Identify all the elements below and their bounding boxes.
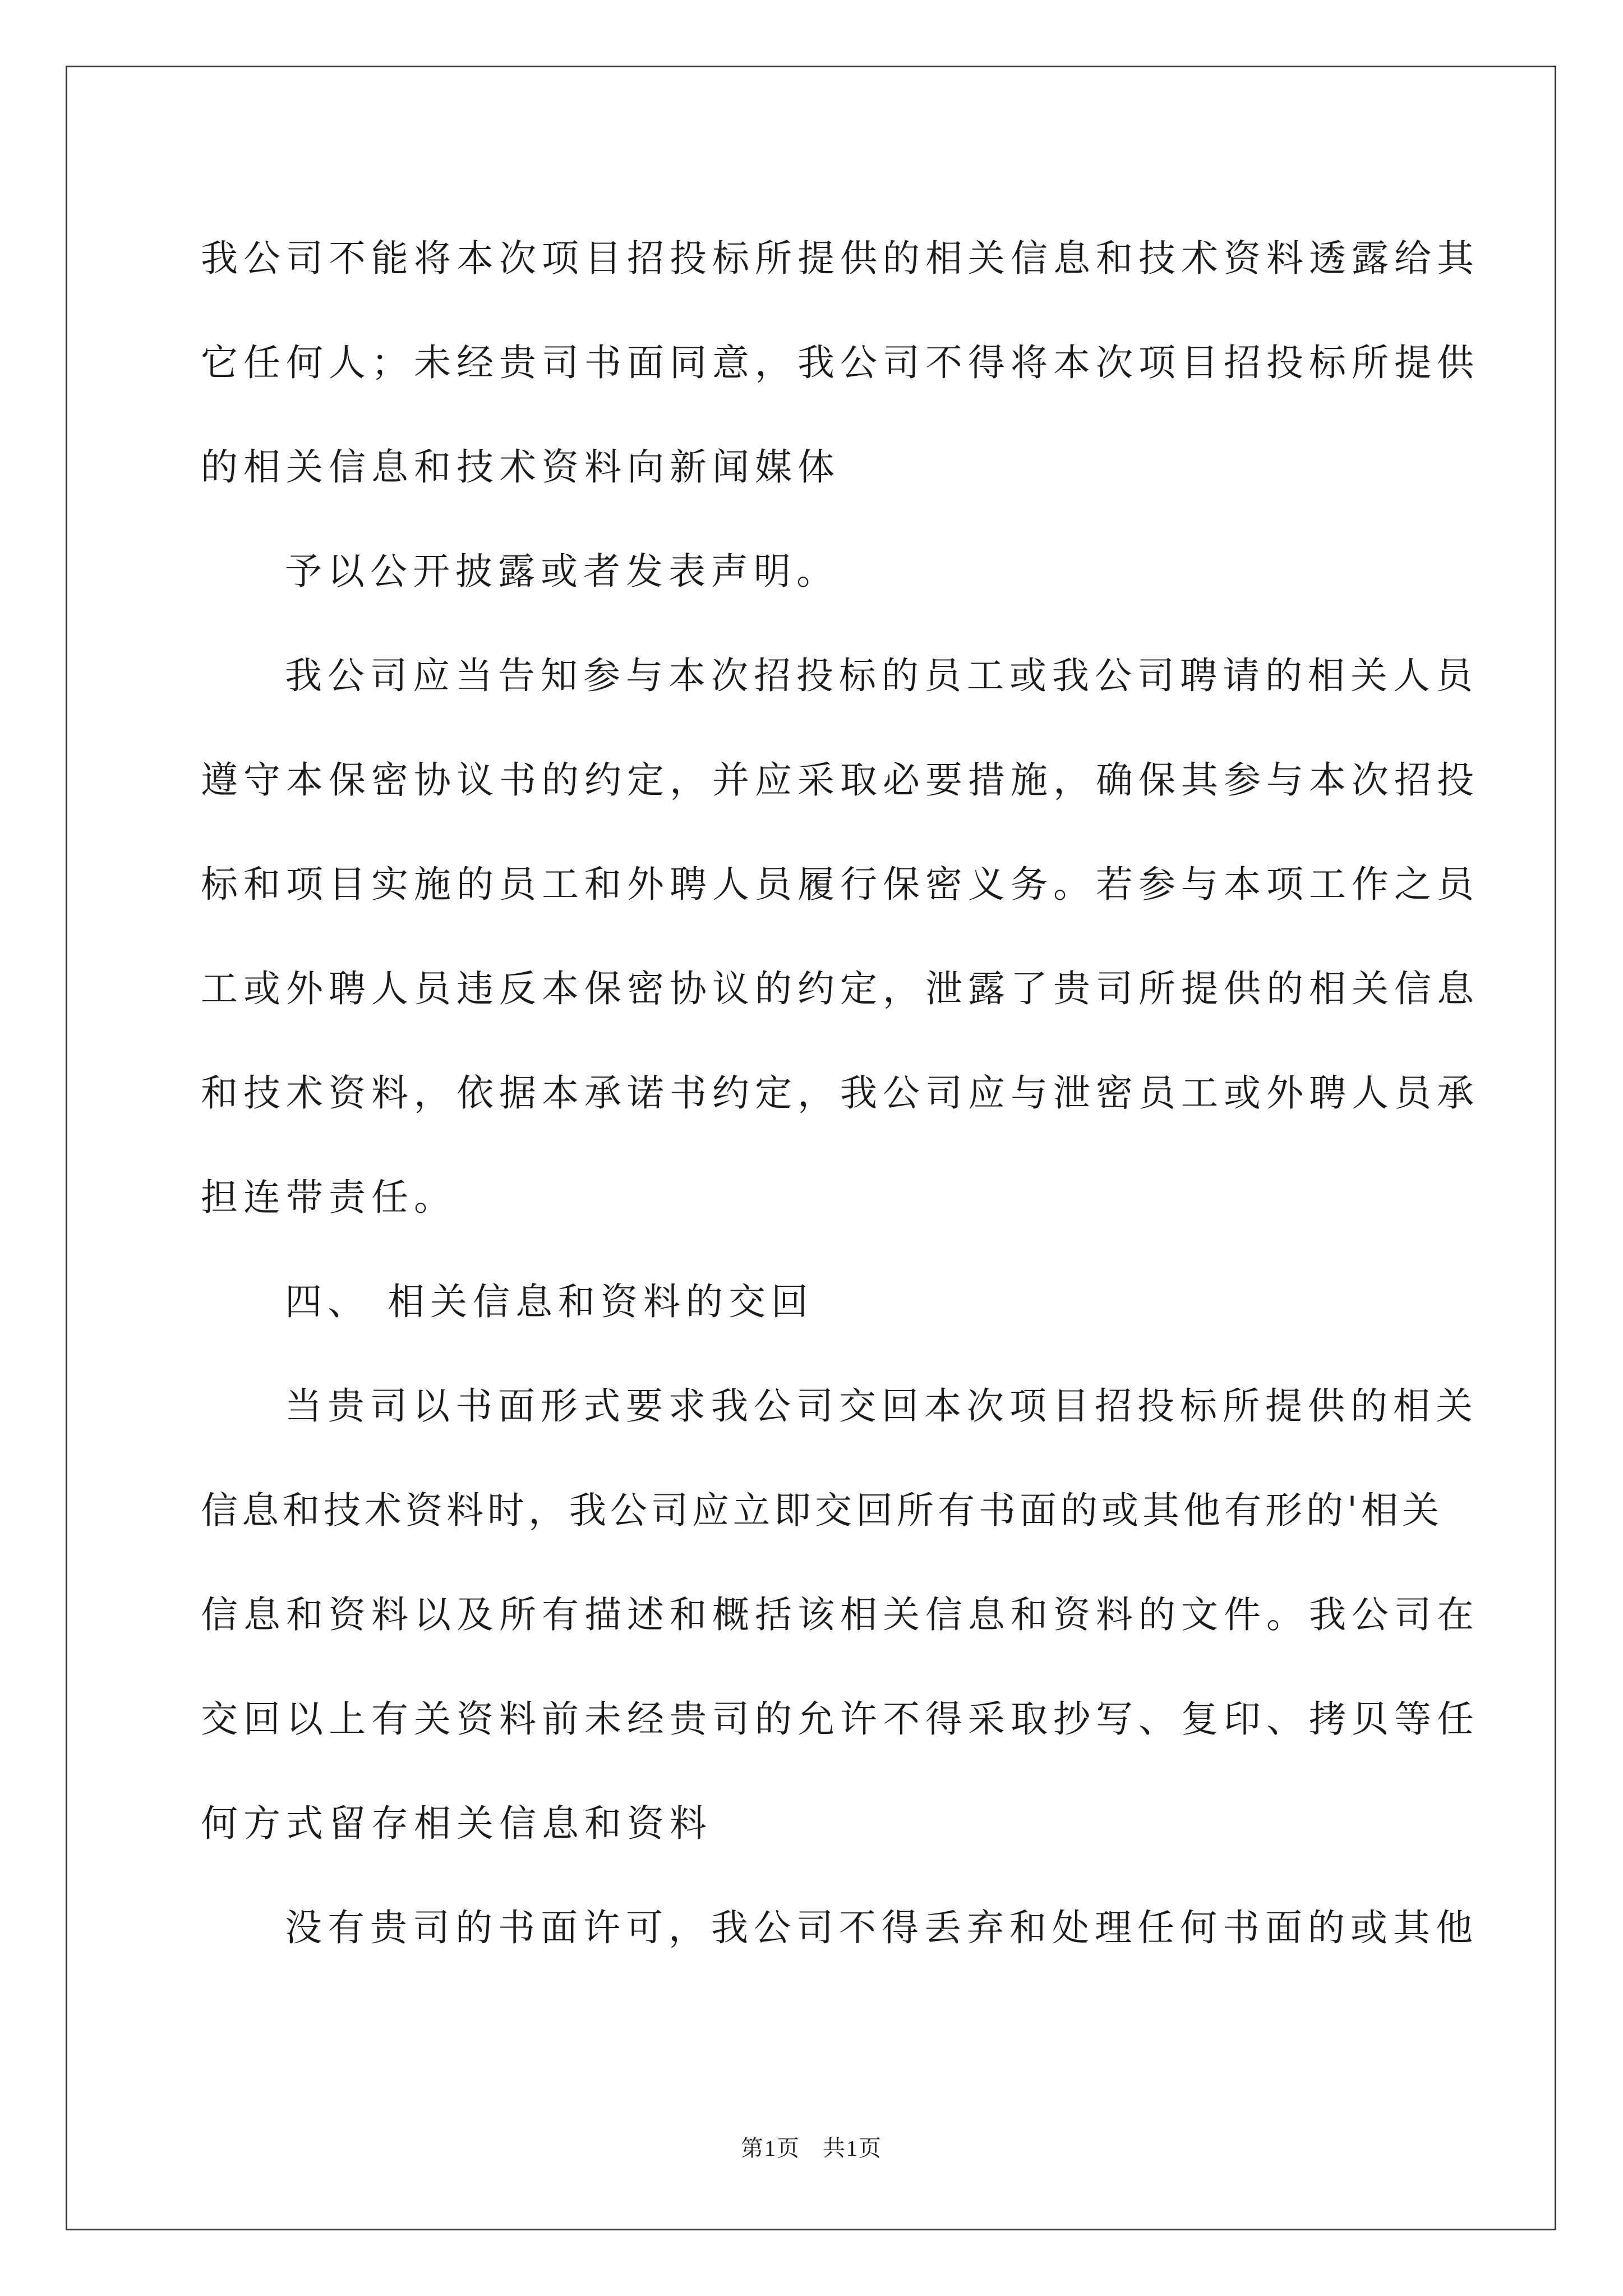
paragraph-line: 何方式留存相关信息和资料 — [201, 1802, 712, 1845]
paragraph-line: 标和项目实施的员工和外聘人员履行保密义务。若参与本项工作之员 — [201, 863, 1479, 906]
page-number: 第1页 — [741, 2136, 800, 2161]
document-body — [201, 206, 1479, 1980]
paragraph-line: 的相关信息和技术资料向新闻媒体 — [201, 445, 840, 489]
paragraph-line: 交回以上有关资料前未经贵司的允许不得采取抄写、复印、拷贝等任 — [201, 1697, 1479, 1741]
paragraph-line: 我公司应当告知参与本次招投标的员工或我公司聘请的相关人员 — [285, 654, 1478, 697]
paragraph-line: 信息和资料以及所有描述和概括该相关信息和资料的文件。我公司在 — [201, 1593, 1479, 1636]
section-heading: 四、 相关信息和资料的交回 — [285, 1280, 814, 1323]
page-total: 共1页 — [823, 2136, 882, 2161]
paragraph-line: 工或外聘人员违反本保密协议的约定，泄露了贵司所提供的相关信息 — [201, 967, 1479, 1010]
paragraph-line: 我公司不能将本次项目招投标所提供的相关信息和技术资料透露给其 — [201, 237, 1479, 280]
paragraph-line: 信息和技术资料时，我公司应立即交回所有书面的或其他有形的'相关 — [201, 1489, 1444, 1532]
paragraph-line: 当贵司以书面形式要求我公司交回本次项目招投标所提供的相关 — [285, 1384, 1478, 1428]
paragraph-line: 担连带责任。 — [201, 1176, 457, 1219]
paragraph-line: 遵守本保密协议书的约定，并应采取必要措施，确保其参与本次招投 — [201, 758, 1479, 802]
paragraph-line: 予以公开披露或者发表声明。 — [285, 550, 839, 593]
paragraph-line: 它任何人；未经贵司书面同意，我公司不得将本次项目招投标所提供 — [201, 341, 1479, 384]
page-footer — [0, 2132, 1623, 2165]
paragraph-line: 和技术资料，依据本承诺书约定，我公司应与泄密员工或外聘人员承 — [201, 1071, 1479, 1115]
paragraph-line: 没有贵司的书面许可，我公司不得丢弃和处理任何书面的或其他 — [285, 1906, 1478, 1949]
